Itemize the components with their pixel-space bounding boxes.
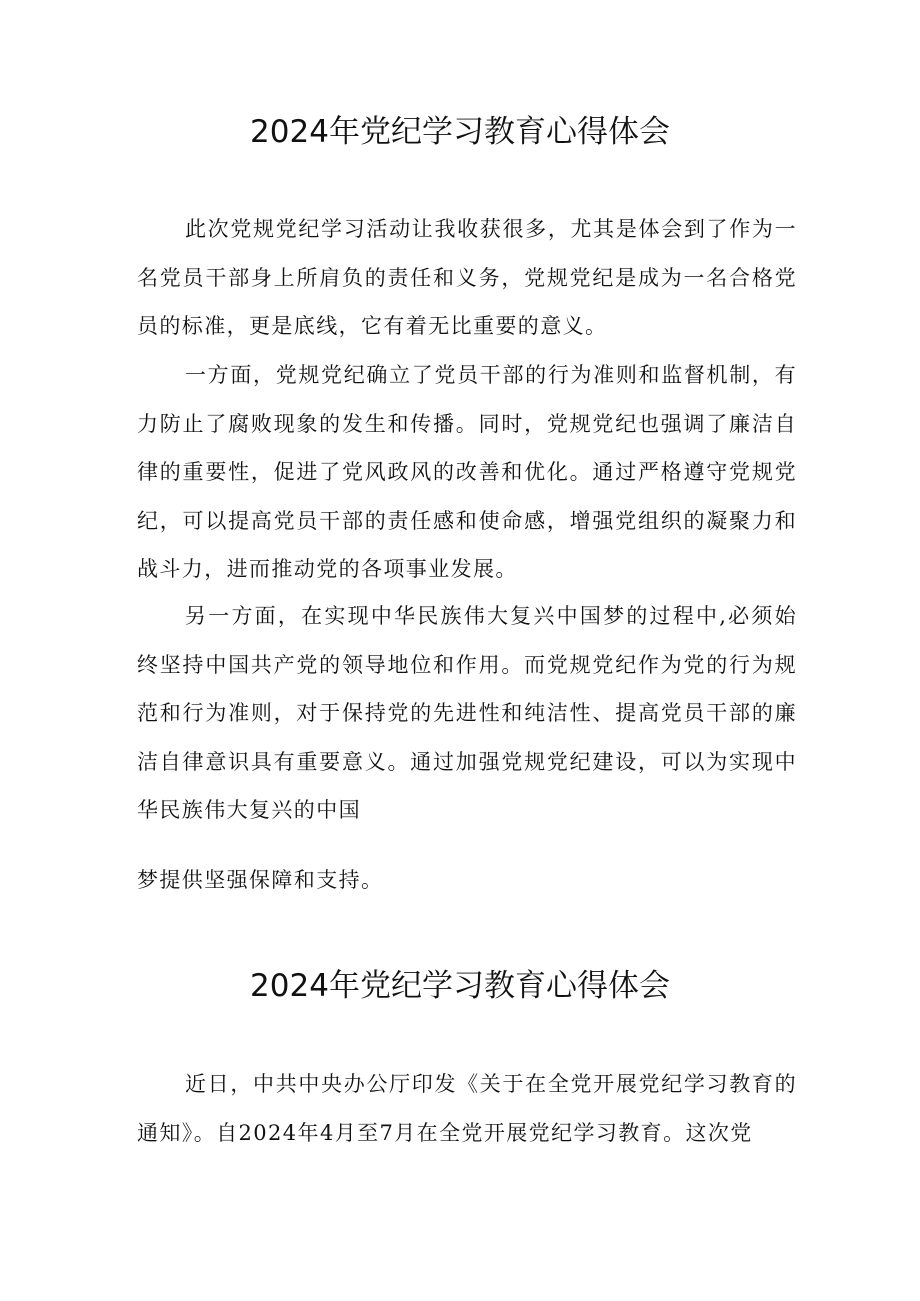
paragraph: 此次党规党纪学习活动让我收获很多，尤其是体会到了作为一名党员干部身上所肩负的责任和义务，党规党纪是成为一名合格党员的标准，更是底线，它有着无比重要的意义。 <box>137 217 797 338</box>
paragraph: 梦提供坚强保障和支持。 <box>137 868 384 892</box>
paragraph: 一方面，党规党纪确立了党员干部的行为准则和监督机制，有力防止了腐败现象的发生和传播。同时，党规党纪也强调了廉洁自律的重要性，促进了党风政风的改善和优化。通过严格遵守党规党纪，可以提高党员干部的责任感和使命感，增强党组织的凝聚力和战斗力，进而推动党的各项事业发展。 <box>137 363 797 581</box>
paragraph: 另一方面，在实现中华民族伟大复兴中国梦的过程中,必须始终坚持中国共产党的领导地位和作用。而党规党纪作为党的行为规范和行为准则，对于保持党的先进性和纯洁性、提高党员干部的廉洁自律意识具有重要意义。通过加强党规党纪建设，可以为实现中华民族伟大复兴的中国 <box>137 604 797 822</box>
paragraph: 近日，中共中央办公厅印发《关于在全党开展党纪学习教育的通知》。自2024年4月至7月在全党开展党纪学习教育。这次党 <box>137 1072 797 1145</box>
section-title: 2024年党纪学习教育心得体会 <box>250 114 670 150</box>
section-title: 2024年党纪学习教育心得体会 <box>250 968 670 1004</box>
